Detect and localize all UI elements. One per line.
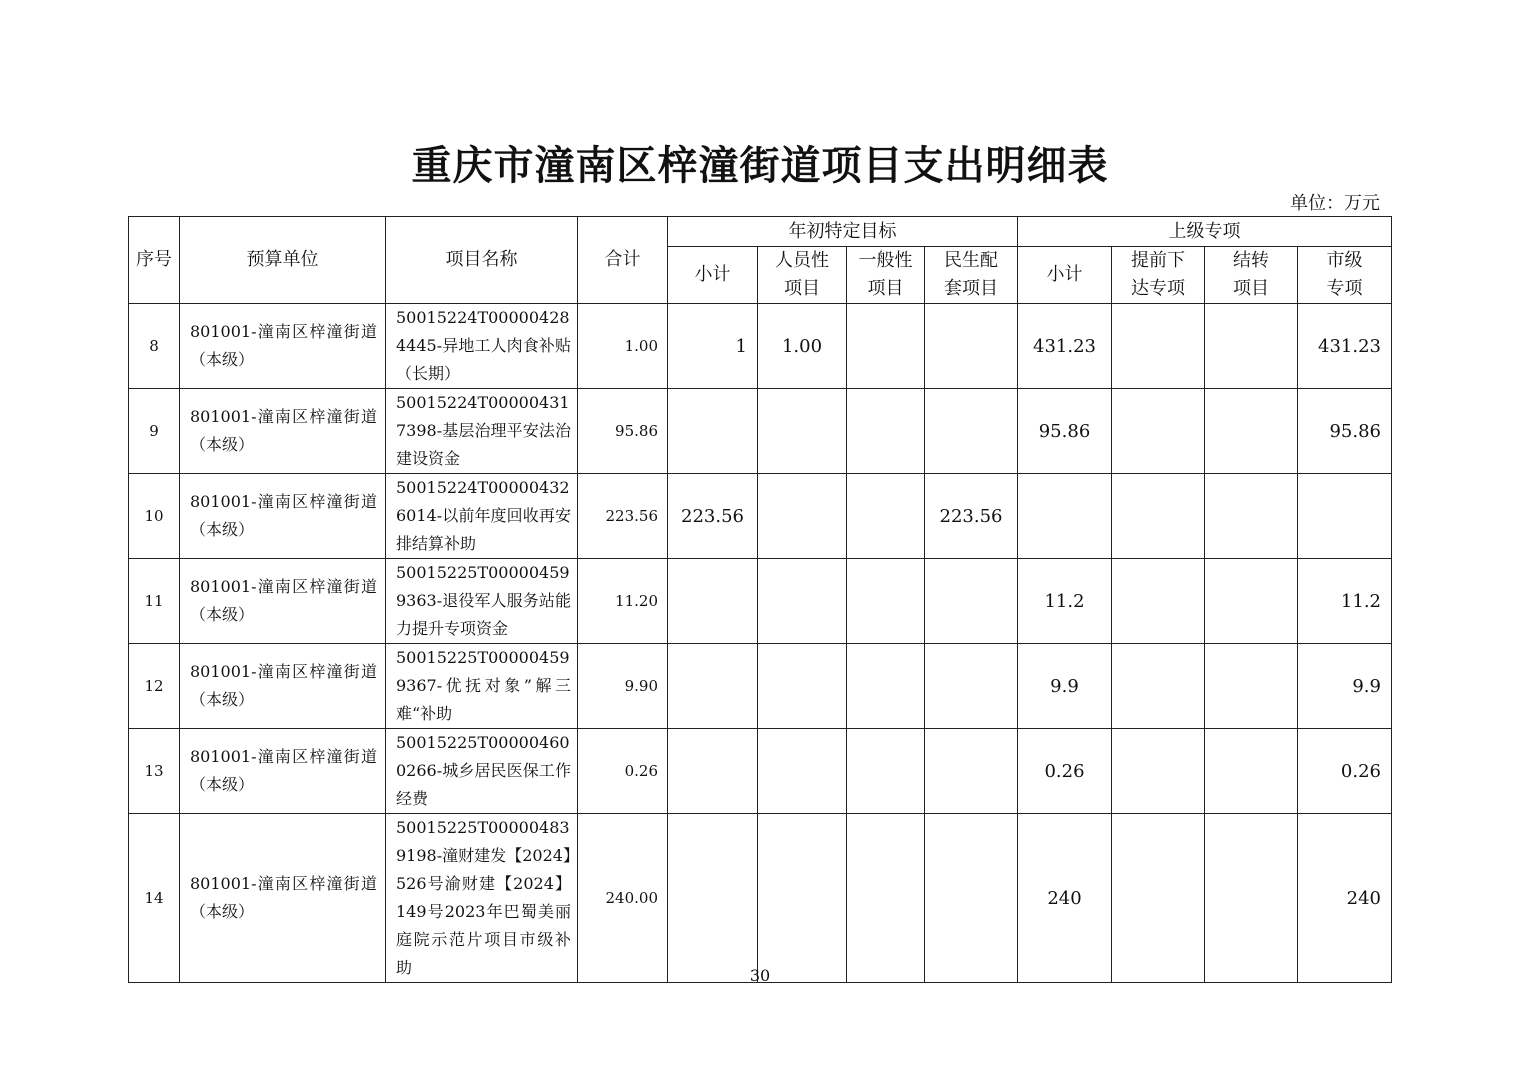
- cell-a-livelihood: [925, 729, 1018, 814]
- cell-a-subtotal: [668, 814, 758, 983]
- cell-seq: 8: [129, 304, 180, 389]
- cell-total: 223.56: [578, 474, 668, 559]
- cell-b-city: 240: [1298, 814, 1392, 983]
- cell-unit-level: （本级）: [190, 435, 255, 454]
- cell-unit-level: （本级）: [190, 605, 255, 624]
- cell-b-subtotal: 9.9: [1018, 644, 1112, 729]
- cell-b-advance: [1112, 559, 1205, 644]
- cell-b-carryover: [1205, 304, 1298, 389]
- cell-unit: [180, 389, 386, 474]
- cell-total: 11.20: [578, 559, 668, 644]
- header-a-subtotal: 小计: [668, 247, 758, 304]
- cell-b-subtotal: 431.23: [1018, 304, 1112, 389]
- cell-a-general: [847, 814, 925, 983]
- cell-total: 240.00: [578, 814, 668, 983]
- header-b-carryover: 结转项目: [1205, 247, 1298, 304]
- header-unit: 预算单位: [180, 217, 386, 304]
- table-row: [129, 304, 1392, 389]
- cell-b-advance: [1112, 389, 1205, 474]
- cell-project: 50015224T000004317398-基层治理平安法治建设资金: [386, 389, 578, 474]
- cell-a-personnel: [758, 389, 847, 474]
- cell-b-subtotal: 0.26: [1018, 729, 1112, 814]
- header-b-city: 市级专项: [1298, 247, 1392, 304]
- cell-a-livelihood: [925, 814, 1018, 983]
- cell-b-subtotal: 240: [1018, 814, 1112, 983]
- cell-seq: 13: [129, 729, 180, 814]
- table-row: [129, 644, 1392, 729]
- page-number: 30: [749, 966, 771, 985]
- cell-project: 50015224T000004326014-以前年度回收再安排结算补助: [386, 474, 578, 559]
- cell-unit: [180, 304, 386, 389]
- cell-unit-level: （本级）: [190, 775, 255, 794]
- cell-b-city: 9.9: [1298, 644, 1392, 729]
- cell-a-general: [847, 644, 925, 729]
- cell-a-livelihood: [925, 304, 1018, 389]
- cell-b-carryover: [1205, 729, 1298, 814]
- project-expenditure-table: [128, 216, 1392, 983]
- cell-a-general: [847, 389, 925, 474]
- cell-b-advance: [1112, 474, 1205, 559]
- unit-label: 单位：万元: [1290, 193, 1380, 214]
- cell-unit-code: 801001-潼南区梓潼街道: [190, 874, 377, 893]
- cell-a-subtotal: [668, 559, 758, 644]
- header-b-advance: 提前下达专项: [1112, 247, 1205, 304]
- cell-a-general: [847, 474, 925, 559]
- cell-project: 50015225T000004599367-优抚对象”解三难“补助: [386, 644, 578, 729]
- cell-b-advance: [1112, 304, 1205, 389]
- cell-seq: 9: [129, 389, 180, 474]
- cell-b-advance: [1112, 814, 1205, 983]
- cell-seq: 12: [129, 644, 180, 729]
- cell-a-livelihood: 223.56: [925, 474, 1018, 559]
- header-a-livelihood: 民生配套项目: [925, 247, 1018, 304]
- header-b-subtotal: 小计: [1018, 247, 1112, 304]
- cell-b-carryover: [1205, 814, 1298, 983]
- cell-a-subtotal: 223.56: [668, 474, 758, 559]
- cell-project: 50015224T000004284445-异地工人肉食补贴（长期）: [386, 304, 578, 389]
- cell-unit: [180, 559, 386, 644]
- page-title: 重庆市潼南区梓潼街道项目支出明细表: [411, 143, 1109, 189]
- header-group-a: 年初特定目标: [668, 217, 1018, 247]
- cell-b-subtotal: 95.86: [1018, 389, 1112, 474]
- cell-project: 50015225T000004839198-潼财建发【2024】526号渝财建【2024】149号2023年巴蜀美丽庭院示范片项目市级补助: [386, 814, 578, 983]
- cell-b-carryover: [1205, 474, 1298, 559]
- cell-b-carryover: [1205, 389, 1298, 474]
- header-seq: 序号: [129, 217, 180, 304]
- cell-unit-code: 801001-潼南区梓潼街道: [190, 407, 377, 426]
- cell-a-general: [847, 559, 925, 644]
- table-row: [129, 814, 1392, 983]
- cell-b-city: 95.86: [1298, 389, 1392, 474]
- cell-a-personnel: [758, 729, 847, 814]
- cell-unit-level: （本级）: [190, 902, 255, 921]
- header-project: 项目名称: [386, 217, 578, 304]
- cell-seq: 11: [129, 559, 180, 644]
- cell-b-subtotal: 11.2: [1018, 559, 1112, 644]
- cell-seq: 10: [129, 474, 180, 559]
- cell-b-city: 0.26: [1298, 729, 1392, 814]
- cell-b-city: [1298, 474, 1392, 559]
- cell-a-personnel: 1.00: [758, 304, 847, 389]
- cell-b-advance: [1112, 644, 1205, 729]
- cell-unit: [180, 814, 386, 983]
- cell-b-carryover: [1205, 559, 1298, 644]
- table-row: [129, 389, 1392, 474]
- cell-a-subtotal: [668, 389, 758, 474]
- cell-unit-level: （本级）: [190, 520, 255, 539]
- cell-total: 0.26: [578, 729, 668, 814]
- cell-unit-code: 801001-潼南区梓潼街道: [190, 492, 377, 511]
- cell-a-livelihood: [925, 559, 1018, 644]
- cell-unit-code: 801001-潼南区梓潼街道: [190, 662, 377, 681]
- cell-a-personnel: [758, 474, 847, 559]
- cell-a-general: [847, 304, 925, 389]
- table-row: [129, 559, 1392, 644]
- cell-unit-code: 801001-潼南区梓潼街道: [190, 322, 377, 341]
- cell-a-personnel: [758, 644, 847, 729]
- cell-a-personnel: [758, 559, 847, 644]
- cell-b-city: 11.2: [1298, 559, 1392, 644]
- cell-unit-code: 801001-潼南区梓潼街道: [190, 577, 377, 596]
- cell-a-general: [847, 729, 925, 814]
- header-a-general: 一般性项目: [847, 247, 925, 304]
- header-a-personnel: 人员性项目: [758, 247, 847, 304]
- cell-b-advance: [1112, 729, 1205, 814]
- table-row: [129, 474, 1392, 559]
- cell-b-city: 431.23: [1298, 304, 1392, 389]
- cell-seq: 14: [129, 814, 180, 983]
- cell-total: 95.86: [578, 389, 668, 474]
- cell-unit: [180, 644, 386, 729]
- header-total: 合计: [578, 217, 668, 304]
- header-group-b: 上级专项: [1018, 217, 1392, 247]
- cell-project: 50015225T000004600266-城乡居民医保工作经费: [386, 729, 578, 814]
- cell-project: 50015225T000004599363-退役军人服务站能力提升专项资金: [386, 559, 578, 644]
- cell-total: 9.90: [578, 644, 668, 729]
- cell-a-livelihood: [925, 389, 1018, 474]
- cell-a-personnel: [758, 814, 847, 983]
- cell-a-subtotal: 1: [668, 304, 758, 389]
- cell-unit-level: （本级）: [190, 350, 255, 369]
- cell-b-subtotal: [1018, 474, 1112, 559]
- cell-a-subtotal: [668, 729, 758, 814]
- cell-a-subtotal: [668, 644, 758, 729]
- cell-unit: [180, 474, 386, 559]
- cell-unit-level: （本级）: [190, 690, 255, 709]
- cell-total: 1.00: [578, 304, 668, 389]
- table-row: [129, 729, 1392, 814]
- cell-a-livelihood: [925, 644, 1018, 729]
- cell-b-carryover: [1205, 644, 1298, 729]
- cell-unit: [180, 729, 386, 814]
- cell-unit-code: 801001-潼南区梓潼街道: [190, 747, 377, 766]
